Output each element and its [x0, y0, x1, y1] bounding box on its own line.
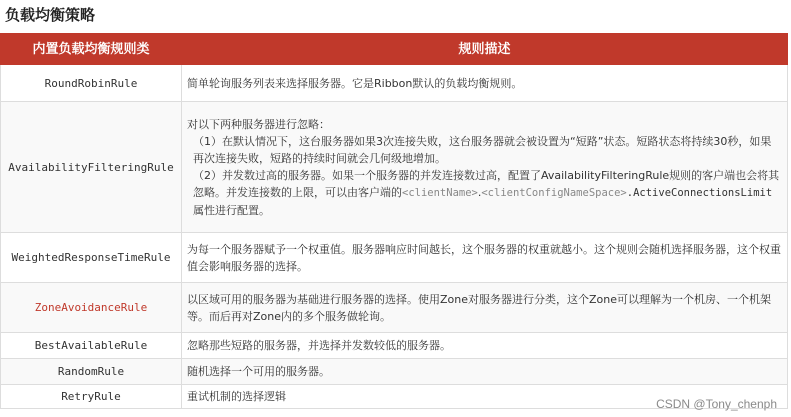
table-row [1, 359, 788, 385]
rule-name: AvailabilityFilteringRule [1, 102, 182, 233]
table-row [1, 233, 788, 283]
page-title: 负载均衡策略 [5, 6, 96, 24]
rule-description [182, 102, 788, 233]
rule-name: RoundRobinRule [1, 65, 182, 102]
rule-description: 重试机制的选择逻辑 [182, 385, 788, 409]
rule-description: 随机选择一个可用的服务器。 [182, 359, 788, 385]
rule-name: WeightedResponseTimeRule [1, 233, 182, 283]
description-text: （2）并发数过高的服务器。如果一个服务器的并发连接数过高，配置了AvailabilityFilteringRule规则的客户端也会将其忽略。并发连接数的上限，可以由客户端的 [193, 168, 780, 199]
code-client-config-namespace: <clientConfigNameSpace> [481, 186, 627, 199]
rule-description: 忽略那些短路的服务器，并选择并发数较低的服务器。 [182, 333, 788, 359]
table-header-row [1, 34, 788, 65]
rule-name: RandomRule [1, 359, 182, 385]
column-header-rule-description: 规则描述 [182, 34, 788, 65]
code-active-connections-limit: .ActiveConnectionsLimit [626, 186, 773, 199]
watermark: CSDN @Tony_chenph [656, 397, 777, 411]
code-client-name: <clientName> [402, 186, 478, 199]
code-separator: . [477, 185, 482, 199]
rule-name: BestAvailableRule [1, 333, 182, 359]
table-row [1, 102, 788, 233]
table-row [1, 283, 788, 333]
column-header-rule-class: 内置负载均衡规则类 [1, 34, 182, 65]
description-line: 对以下两种服务器进行忽略： [187, 117, 330, 131]
rule-description: 为每一个服务器赋予一个权重值。服务器响应时间越长，这个服务器的权重就越小。这个规则会随机选择服务器，这个权重值会影响服务器的选择。 [182, 233, 788, 283]
description-line: （1）在默认情况下，这台服务器如果3次连接失败，这台服务器就会被设置为“短路”状态。短路状态将持续30秒，如果再次连接失败，短路的持续时间就会几何级地增加。 [193, 134, 772, 165]
table-row [1, 65, 788, 102]
table-row [1, 333, 788, 359]
rule-name: RetryRule [1, 385, 182, 409]
description-text: 属性进行配置。 [193, 203, 270, 217]
rules-table [0, 33, 788, 409]
description-line [187, 167, 782, 219]
rule-description: 简单轮询服务列表来选择服务器。它是Ribbon默认的负载均衡规则。 [182, 65, 788, 102]
rule-name: ZoneAvoidanceRule [1, 283, 182, 333]
rule-description: 以区域可用的服务器为基础进行服务器的选择。使用Zone对服务器进行分类，这个Zone可以理解为一个机房、一个机架等。而后再对Zone内的多个服务做轮询。 [182, 283, 788, 333]
